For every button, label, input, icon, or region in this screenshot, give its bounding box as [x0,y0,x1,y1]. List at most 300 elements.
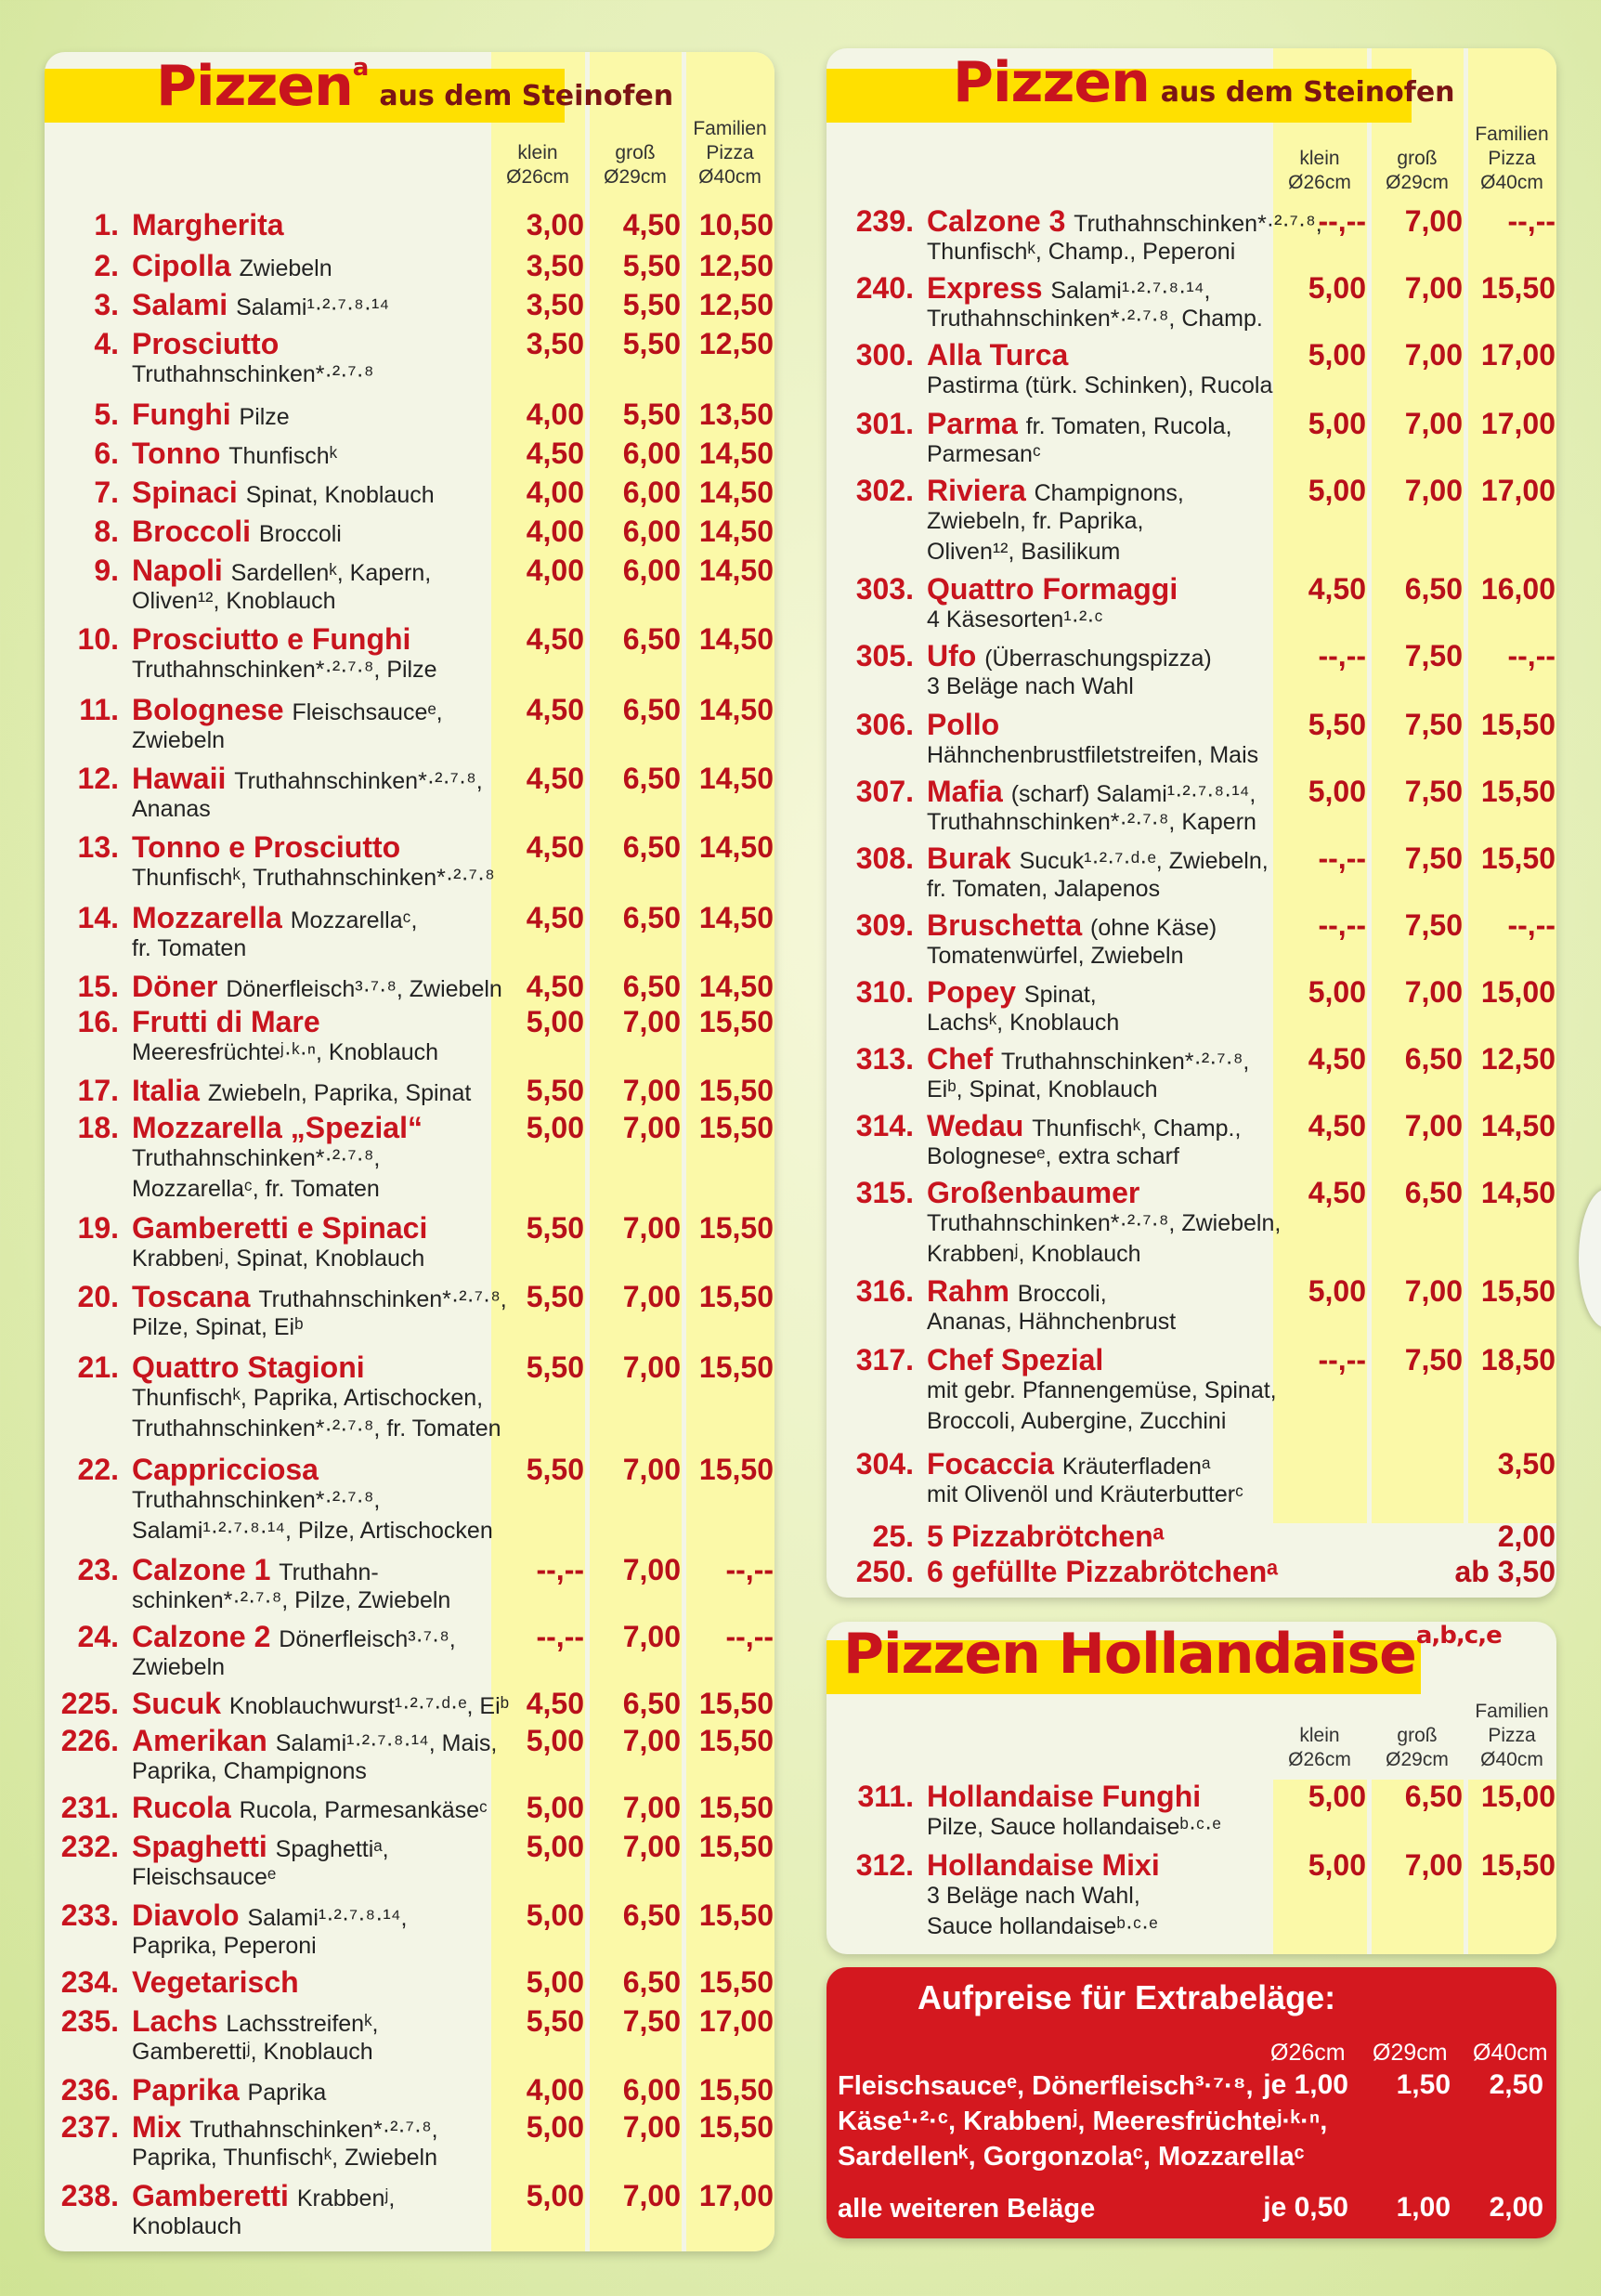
item-name [927,1520,1165,1554]
item-description: Dönerfleisch³·⁷·⁸, Zwiebeln [226,976,502,1002]
item-price: 7,00 [622,1074,681,1107]
item-description: Spaghettiᵃ, [275,1836,389,1862]
item-name-text: Focaccia [927,1447,1054,1481]
item-price: 6,50 [622,1898,681,1932]
item-price: 5,50 [526,1280,584,1313]
column-header [1456,123,1556,195]
extras-line: Käse¹·²·ᶜ, Krabbenʲ, Meeresfrüchteʲ·ᵏ·ⁿ, [838,2107,1328,2136]
item-description-line: Truthahnschinken*·²·⁷·⁸, fr. Tomaten [132,1415,501,1442]
item-price: 13,50 [698,398,774,431]
item-number: 226. [60,1724,119,1757]
item-name-text: Alla Turca [927,338,1069,372]
item-name [132,830,400,865]
item-price: 10,50 [698,208,774,241]
item-number: 250. [855,1555,914,1588]
column-header-line: Familien [1475,124,1549,145]
item-description: Pilze [239,404,290,430]
item-description-line: 4 Käsesorten¹·²·ᶜ [927,607,1103,633]
item-price: 5,00 [1308,338,1366,372]
item-price: 5,50 [526,1211,584,1245]
item-description-line: Krabbenʲ, Knoblauch [927,1241,1141,1267]
item-price: 3,50 [526,288,584,321]
item-number: 303. [855,572,914,606]
item-price: 5,00 [526,2110,584,2144]
item-price: 15,50 [1480,775,1555,808]
column-header-line: groß [1397,1725,1438,1746]
item-description: Spinat, [1023,982,1097,1008]
item-name [132,2179,395,2213]
item-description-line: Tomatenwürfel, Zwiebeln [927,943,1184,969]
item-name [927,1274,1107,1309]
item-description-line: Pastirma (türk. Schinken), Rucola [927,372,1273,398]
item-description-line: Zwiebeln [132,1654,226,1680]
item-price: 15,50 [698,1965,774,1999]
item-price: 14,50 [698,762,774,795]
item-description-line: schinken*·²·⁷·⁸, Pilze, Zwiebeln [132,1587,451,1613]
item-price: 15,00 [1480,1780,1555,1813]
item-name-text: Amerikan [132,1724,267,1757]
extras-price: 2,50 [1489,2069,1543,2100]
item-name [927,338,1068,372]
item-description: Broccoli [258,521,342,547]
item-description-line: Truthahnschinken*·²·⁷·⁸ [132,361,374,387]
item-description-line: Sauce hollandaiseᵇ·ᶜ·ᵉ [927,1913,1158,1939]
item-number: 3. [94,288,119,321]
item-price: 17,00 [698,2004,774,2038]
item-number: 231. [60,1791,119,1824]
extra-toppings-box [827,1967,1556,2238]
item-name-text: Hawaii [132,762,227,795]
pizza-menu-right-panel [827,48,1556,1598]
item-price: 15,50 [698,1453,774,1486]
item-price: 6,50 [622,901,681,934]
item-price: 4,50 [622,208,681,241]
extras-price: 2,00 [1489,2192,1543,2223]
item-number: 7. [94,476,119,509]
item-price: 7,00 [622,1724,681,1757]
item-price: 14,50 [698,970,774,1003]
item-description: Salami¹·²·⁷·⁸·¹⁴, Mais, [275,1730,498,1756]
item-price: 15,50 [698,1791,774,1824]
column-header-line: Ø40cm [1480,172,1543,193]
item-price: 5,50 [622,398,681,431]
item-price: 17,00 [698,2179,774,2212]
item-description: Thunfischᵏ, Champ., [1032,1115,1242,1141]
item-price: 5,50 [622,327,681,360]
item-description: Sardellenᵏ, Kapern, [230,560,432,586]
item-name [132,901,417,935]
item-name [927,1447,1210,1481]
item-description: Mozzarellaᶜ, [290,907,418,933]
item-price: 14,50 [1480,1176,1555,1209]
item-price: 5,00 [526,1898,584,1932]
item-price: 4,50 [526,1687,584,1720]
item-number: 240. [855,271,914,305]
item-price: 15,00 [1480,975,1555,1009]
item-description-line: Truthahnschinken*·²·⁷·⁸, [132,1487,381,1513]
column-header-line: Ø29cm [1386,1749,1449,1770]
item-description-line: Mozzarellaᶜ, fr. Tomaten [132,1176,380,1202]
item-price: 4,50 [526,622,584,656]
item-name-text: Ufo [927,639,977,672]
item-price: 7,00 [622,1280,681,1313]
item-description-line: Truthahnschinken*·²·⁷·⁸, Champ. [927,306,1263,332]
item-number: 309. [855,908,914,942]
pizza-menu-left-panel [45,52,774,2251]
item-price: 15,50 [698,1687,774,1720]
item-price: 4,00 [526,554,584,587]
extras-line: alle weiteren Beläge [838,2194,1096,2224]
item-name [132,208,284,242]
item-name [132,622,410,657]
item-price: 5,00 [526,1111,584,1144]
item-description-line: Truthahnschinken*·²·⁷·⁸, Kapern [927,809,1256,835]
item-price: 7,00 [1404,474,1463,507]
item-price: 7,50 [1404,841,1463,875]
item-number: 24. [77,1620,119,1653]
item-number: 20. [77,1280,119,1313]
item-price: 3,50 [526,327,584,360]
item-price: --,-- [536,1620,584,1653]
item-price: 12,50 [698,288,774,321]
item-name [132,1965,299,2000]
item-name-text: Calzone 1 [132,1553,271,1586]
item-price: 6,00 [622,554,681,587]
item-price: 4,00 [526,398,584,431]
item-number: 13. [77,830,119,864]
item-price: 6,50 [622,830,681,864]
item-description: Paprika [247,2080,327,2106]
item-name [132,1687,509,1721]
item-price: 12,50 [698,327,774,360]
item-description: Kräuterfladenᵃ [1061,1454,1211,1480]
item-description: Lachsstreifenᵏ, [226,2011,379,2037]
item-name-text: Gamberetti [132,2179,289,2212]
item-price: 15,50 [1480,841,1555,875]
item-name-text: 5 Pizzabrötchenᵃ [927,1520,1165,1553]
page-curl-decoration [1579,1189,1601,1328]
item-price: 7,50 [1404,639,1463,672]
item-price: 5,00 [1308,1780,1366,1813]
item-description-line: Pilze, Sauce hollandaiseᵇ·ᶜ·ᵉ [927,1814,1221,1840]
item-name-text: Pollo [927,708,1000,741]
item-name [927,1176,1139,1210]
item-price: 5,50 [526,1453,584,1486]
item-price: 6,00 [622,515,681,548]
size-label-40: Ø40cm [1473,2040,1548,2066]
item-price: 14,50 [698,515,774,548]
item-price: 15,50 [698,1211,774,1245]
extras-line: Fleischsauceᵉ, Dönerfleisch³·⁷·⁸, [838,2071,1254,2101]
item-number: 311. [857,1780,914,1813]
item-number: 314. [855,1109,914,1142]
item-number: 25. [872,1520,914,1553]
item-name [132,249,332,283]
item-price: 5,00 [1308,775,1366,808]
item-name-text: Broccoli [132,515,252,548]
item-description: Truthahnschinken*·²·⁷·⁸, [189,2117,438,2143]
column-header-line: Pizza [1488,148,1536,169]
item-number: 301. [855,407,914,440]
item-price: --,-- [536,1553,584,1586]
item-description: Spinat, Knoblauch [245,482,435,508]
item-name [132,2110,438,2145]
item-description: Salami¹·²·⁷·⁸·¹⁴, [1050,278,1211,304]
item-price: 7,00 [1404,271,1463,305]
item-description-line: Krabbenʲ, Spinat, Knoblauch [132,1246,425,1272]
item-price: 4,50 [1308,572,1366,606]
item-number: 19. [77,1211,119,1245]
item-name [132,1553,379,1587]
item-name-text: Rucola [132,1791,231,1824]
item-price: --,-- [1318,1343,1366,1376]
column-header-line: groß [615,142,656,163]
item-price: --,-- [1318,639,1366,672]
item-price: 7,50 [1404,708,1463,741]
item-price: 7,50 [622,2004,681,2038]
item-description-line: Thunfischᵏ, Paprika, Artischocken, [132,1385,484,1411]
item-price: 16,00 [1480,572,1555,606]
item-price: 15,50 [698,1111,774,1144]
item-name-text: Chef Spezial [927,1343,1104,1376]
item-description-line: Zwiebeln, fr. Paprika, [927,508,1144,534]
item-description-line: Paprika, Peperoni [132,1933,317,1959]
column-header-line: Pizza [1488,1725,1536,1746]
item-description-line: Ananas [132,796,211,822]
item-price: 4,50 [526,970,584,1003]
item-description: Truthahnschinken*·²·⁷·⁸, [234,768,483,794]
item-description-line: Pilze, Spinat, Eiᵇ [132,1314,304,1340]
item-price: 6,50 [622,622,681,656]
item-description-line: mit Olivenöl und Kräuterbutterᶜ [927,1481,1243,1507]
item-name [132,1791,488,1825]
item-name [132,327,279,361]
item-price: 15,50 [1480,1848,1555,1882]
extras-price: 1,00 [1396,2192,1451,2223]
item-name-text: Popey [927,975,1017,1009]
item-name [132,1005,320,1039]
item-number: 308. [855,841,914,875]
item-number: 17. [77,1074,119,1107]
item-price: 3,00 [526,208,584,241]
item-price: 5,50 [622,249,681,282]
hollandaise-panel [827,1622,1556,1954]
item-price: 17,00 [1480,474,1555,507]
item-description-line: Meeresfrüchteʲ·ᵏ·ⁿ, Knoblauch [132,1039,439,1065]
extras-price: 1,50 [1396,2069,1451,2100]
column-header-line: Ø29cm [604,166,667,188]
item-number: 5. [94,398,119,431]
item-price: 7,00 [622,1620,681,1653]
item-price: 7,00 [1404,1848,1463,1882]
item-price: 7,50 [1404,775,1463,808]
item-price: 7,00 [1404,1109,1463,1142]
item-price: 4,00 [526,476,584,509]
item-price: 14,50 [698,437,774,470]
item-description: fr. Tomaten, Rucola, [1025,413,1232,439]
item-name-text: Riviera [927,474,1026,507]
item-description-line: Thunfischᵏ, Champ., Peperoni [927,239,1236,265]
item-name [132,1111,423,1145]
item-name [927,708,999,742]
item-number: 16. [77,1005,119,1038]
item-name-text: Calzone 2 [132,1620,271,1653]
item-number: 317. [855,1343,914,1376]
item-number: 312. [855,1848,914,1882]
item-price: 7,50 [1404,908,1463,942]
item-price: 5,50 [1308,708,1366,741]
item-name-text: Spaghetti [132,1830,267,1863]
item-name [132,476,435,510]
item-name-text: Mozzarella „Spezial“ [132,1111,423,1144]
item-name [132,1350,365,1385]
item-description: Truthahnschinken*·²·⁷·⁸, [1001,1049,1250,1075]
item-price: 7,00 [1404,204,1463,238]
column-header [1264,1724,1375,1772]
item-number: 305. [855,639,914,672]
item-name-text: Mozzarella [132,901,282,934]
item-name [927,975,1097,1010]
item-description: Zwiebeln, Paprika, Spinat [207,1080,472,1106]
item-price: 14,50 [1480,1109,1555,1142]
item-price: 5,00 [1308,474,1366,507]
item-description-line: Truthahnschinken*·²·⁷·⁸, Pilze [132,657,437,683]
item-description-line: Bologneseᵉ, extra scharf [927,1143,1179,1169]
item-name [132,1830,389,1864]
item-price: 4,00 [526,515,584,548]
column-header-line: Ø40cm [698,166,761,188]
column-header-line: klein [1299,1725,1340,1746]
item-name-text: Spinaci [132,476,238,509]
item-price: 14,50 [698,901,774,934]
item-description-line: mit gebr. Pfannengemüse, Spinat, [927,1377,1277,1403]
item-name-text: Tonno [132,437,221,470]
section-title: Pizzenaaus dem Steinofen [156,54,674,119]
item-price: 15,50 [698,1074,774,1107]
item-price: 6,00 [622,476,681,509]
item-number: 239. [855,204,914,238]
item-price: 4,50 [526,830,584,864]
item-description-line: Zwiebeln [132,727,226,753]
item-name [927,841,1269,876]
item-number: 300. [855,338,914,372]
item-name [927,572,1178,607]
item-price: 15,50 [1480,708,1555,741]
item-name-text: Salami [132,288,228,321]
item-name [132,1280,507,1314]
extras-title: Aufpreise für Extrabeläge: [918,1978,1336,2016]
item-description-line: Broccoli, Aubergine, Zucchini [927,1408,1227,1434]
item-name-text: Cappricciosa [132,1453,319,1486]
item-description-line: Ananas, Hähnchenbrust [927,1309,1177,1335]
item-description-line: Truthahnschinken*·²·⁷·⁸, Zwiebeln, [927,1210,1282,1236]
item-description-line: 3 Beläge nach Wahl [927,673,1134,699]
extras-line: Sardellenᵏ, Gorgonzolaᶜ, Mozzarellaᶜ [838,2142,1305,2172]
item-number: 1. [94,208,119,241]
item-name-text: Rahm [927,1274,1009,1308]
column-header-line: klein [1299,148,1340,169]
item-price: 2,00 [1497,1520,1555,1553]
item-price: --,-- [1318,204,1366,238]
item-description-line: Paprika, Thunfischᵏ, Zwiebeln [132,2145,438,2171]
column-header [1264,147,1375,195]
item-name [132,1211,427,1246]
item-name [927,639,1212,673]
item-price: 14,50 [698,476,774,509]
item-name-text: Prosciutto [132,327,280,360]
item-price: 4,50 [526,437,584,470]
column-header-line: Ø26cm [1288,172,1351,193]
item-price: ab 3,50 [1454,1555,1555,1588]
item-price: 3,50 [526,249,584,282]
item-description: (ohne Käse) [1090,915,1217,941]
item-description-line: Paprika, Champignons [132,1758,367,1784]
item-number: 9. [94,554,119,587]
item-name-text: Großenbaumer [927,1176,1140,1209]
column-header-line: Familien [693,118,767,139]
item-price: --,-- [725,1620,774,1653]
item-price: 7,00 [622,1005,681,1038]
item-number: 15. [77,970,119,1003]
section-title: Pizzen Hollandaisea,b,c,e [843,1622,1502,1687]
item-name-text: 6 gefüllte Pizzabrötchenᵃ [927,1555,1279,1588]
item-description-line: Gamberettiʲ, Knoblauch [132,2039,373,2065]
column-header-line: Ø26cm [506,166,569,188]
item-price: 15,50 [1480,1274,1555,1308]
item-price: 7,50 [1404,1343,1463,1376]
item-number: 8. [94,515,119,548]
item-name [927,1042,1249,1076]
column-header [674,117,774,189]
column-header-line: klein [517,142,558,163]
item-name-text: Hollandaise Funghi [927,1780,1202,1813]
item-price: 18,50 [1480,1343,1555,1376]
item-price: 7,00 [622,1350,681,1384]
item-price: 7,00 [1404,338,1463,372]
item-name [132,1724,497,1758]
item-price: 5,50 [622,288,681,321]
item-name-text: Paprika [132,2073,240,2107]
item-price: 4,50 [1308,1042,1366,1076]
item-name [132,398,290,432]
item-price: 5,00 [526,1005,584,1038]
item-number: 304. [855,1447,914,1481]
item-name-text: Tonno e Prosciutto [132,830,401,864]
item-number: 6. [94,437,119,470]
item-description-line: Fleischsauceᵉ [132,1864,277,1890]
item-number: 21. [77,1350,119,1384]
item-number: 12. [77,762,119,795]
item-price: 6,50 [622,762,681,795]
item-price: 6,50 [622,693,681,726]
item-price: 6,50 [622,970,681,1003]
item-name-text: Mafia [927,775,1003,808]
item-price: 7,00 [1404,407,1463,440]
item-description: (scharf) Salami¹·²·⁷·⁸·¹⁴, [1010,781,1256,807]
item-price: 5,50 [526,1074,584,1107]
item-price: 5,50 [526,1350,584,1384]
item-price: 7,00 [1404,1274,1463,1308]
item-name-text: Wedau [927,1109,1024,1142]
item-price: 6,50 [1404,1042,1463,1076]
item-name [132,762,483,796]
item-name-text: Diavolo [132,1898,240,1932]
item-description: Broccoli, [1017,1281,1107,1307]
item-description-line: Hähnchenbrustfiletstreifen, Mais [927,742,1259,768]
item-number: 315. [855,1176,914,1209]
column-header-line: Ø29cm [1386,172,1449,193]
item-price: 5,00 [1308,1274,1366,1308]
